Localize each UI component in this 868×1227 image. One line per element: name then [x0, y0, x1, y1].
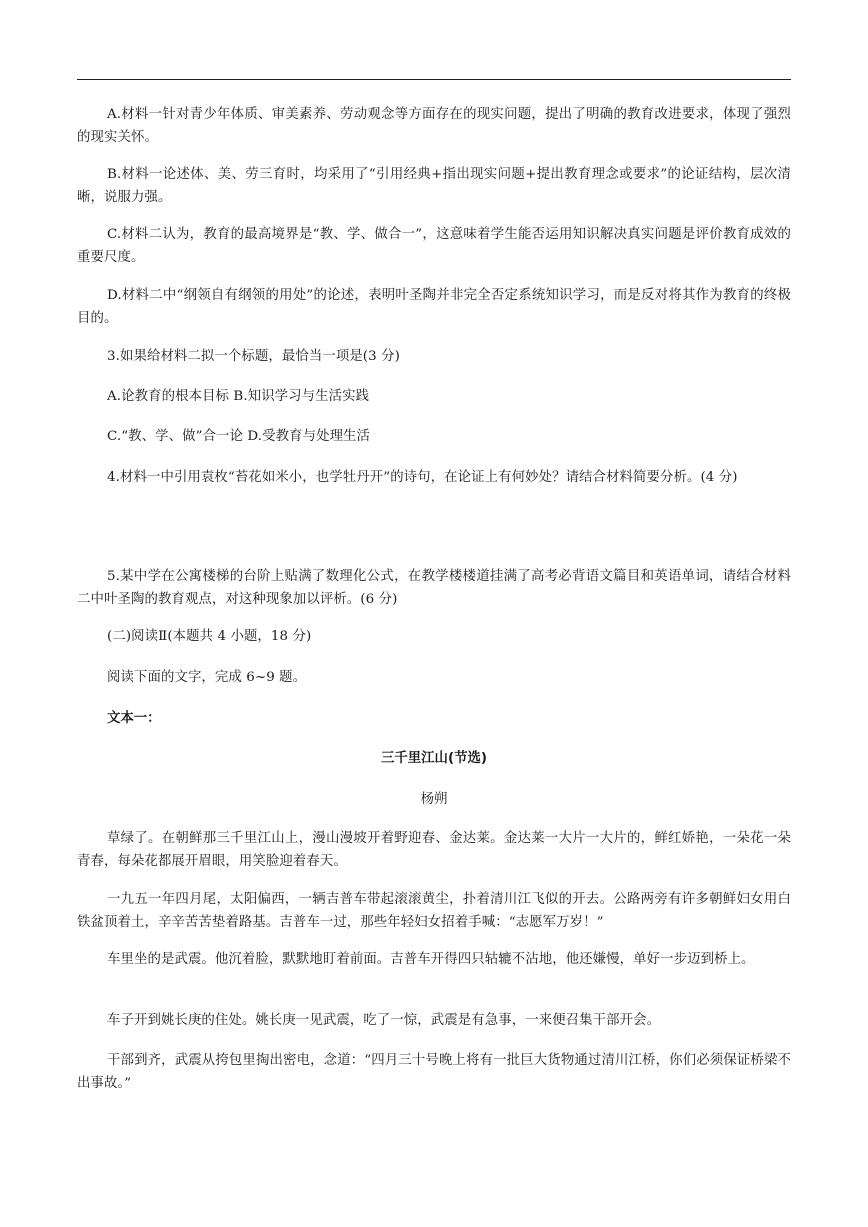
option-2c: C.材料二认为，教育的最高境界是“教、学、做合一”，这意味着学生能否运用知识解决真实问题是评价教育成效的重要尺度。 [77, 227, 791, 265]
option-2a: A.材料一针对青少年体质、审美素养、劳动观念等方面存在的现实问题，提出了明确的教育改进要求，体现了强烈的现实关怀。 [77, 107, 791, 145]
story-title: 三千里江山(节选) [381, 751, 487, 766]
option-2d: D.材料二中“纲领自有纲领的用处”的论述，表明叶圣陶并非完全否定系统知识学习，而是反对将其作为教育的终极目的。 [77, 288, 791, 326]
header-rule [77, 79, 791, 80]
option-2b: B.材料一论述体、美、劳三育时，均采用了“引用经典+指出现实问题+提出教育理念或要求”的论证结构，层次清晰，说服力强。 [77, 167, 791, 205]
question-5: 5.某中学在公寓楼梯的台阶上贴满了数理化公式，在教学楼楼道挂满了高考必背语文篇目和英语单词，请结合材料二中叶圣陶的教育观点，对这种现象加以评析。(6 分) [77, 569, 791, 607]
story-paragraph-4: 车子开到姚长庚的住处。姚长庚一见武震，吃了一惊，武震是有急事，一来便召集干部开会。 [107, 1013, 661, 1028]
story-paragraph-3: 车里坐的是武震。他沉着脸，默默地盯着前面。吉普车开得四只轱辘不沾地，他还嫌慢，单好一步迈到桥上。 [107, 952, 755, 967]
question-4: 4.材料一中引用袁枚“苔花如米小，也学牡丹开”的诗句，在论证上有何妙处？请结合材料简要分析。(4 分) [107, 470, 738, 485]
question-3-options-ab: A.论教育的根本目标 B.知识学习与生活实践 [107, 389, 370, 404]
question-3-options-cd: C.“教、学、做”合一论 D.受教育与处理生活 [107, 429, 371, 444]
question-3-stem: 3.如果给材料二拟一个标题，最恰当一项是(3 分) [107, 349, 400, 364]
story-paragraph-5: 干部到齐，武震从挎包里掏出密电，念道：“四月三十号晚上将有一批巨大货物通过清川江桥，你们必须保证桥梁不出事故。” [77, 1053, 791, 1091]
text-label: 文本一： [107, 711, 161, 726]
section-2-header: (二)阅读Ⅱ(本题共 4 小题，18 分) [107, 629, 312, 644]
story-paragraph-2: 一九五一年四月尾，太阳偏西，一辆吉普车带起滚滚黄尘，扑着清川江飞似的开去。公路两旁有许多朝鲜妇女用白铁盆顶着土，辛辛苦苦垫着路基。吉普车一过，那些年轻妇女招着手喊：“志愿军万岁！” [77, 892, 791, 930]
section-2-instruction: 阅读下面的文字，完成 6~9 题。 [107, 670, 307, 685]
story-paragraph-1: 草绿了。在朝鲜那三千里江山上，漫山漫坡开着野迎春、金达莱。金达莱一大片一大片的，鲜红娇艳，一朵花一朵青春，每朵花都展开眉眼，用笑脸迎着春天。 [77, 831, 791, 869]
story-author: 杨朔 [420, 792, 448, 807]
